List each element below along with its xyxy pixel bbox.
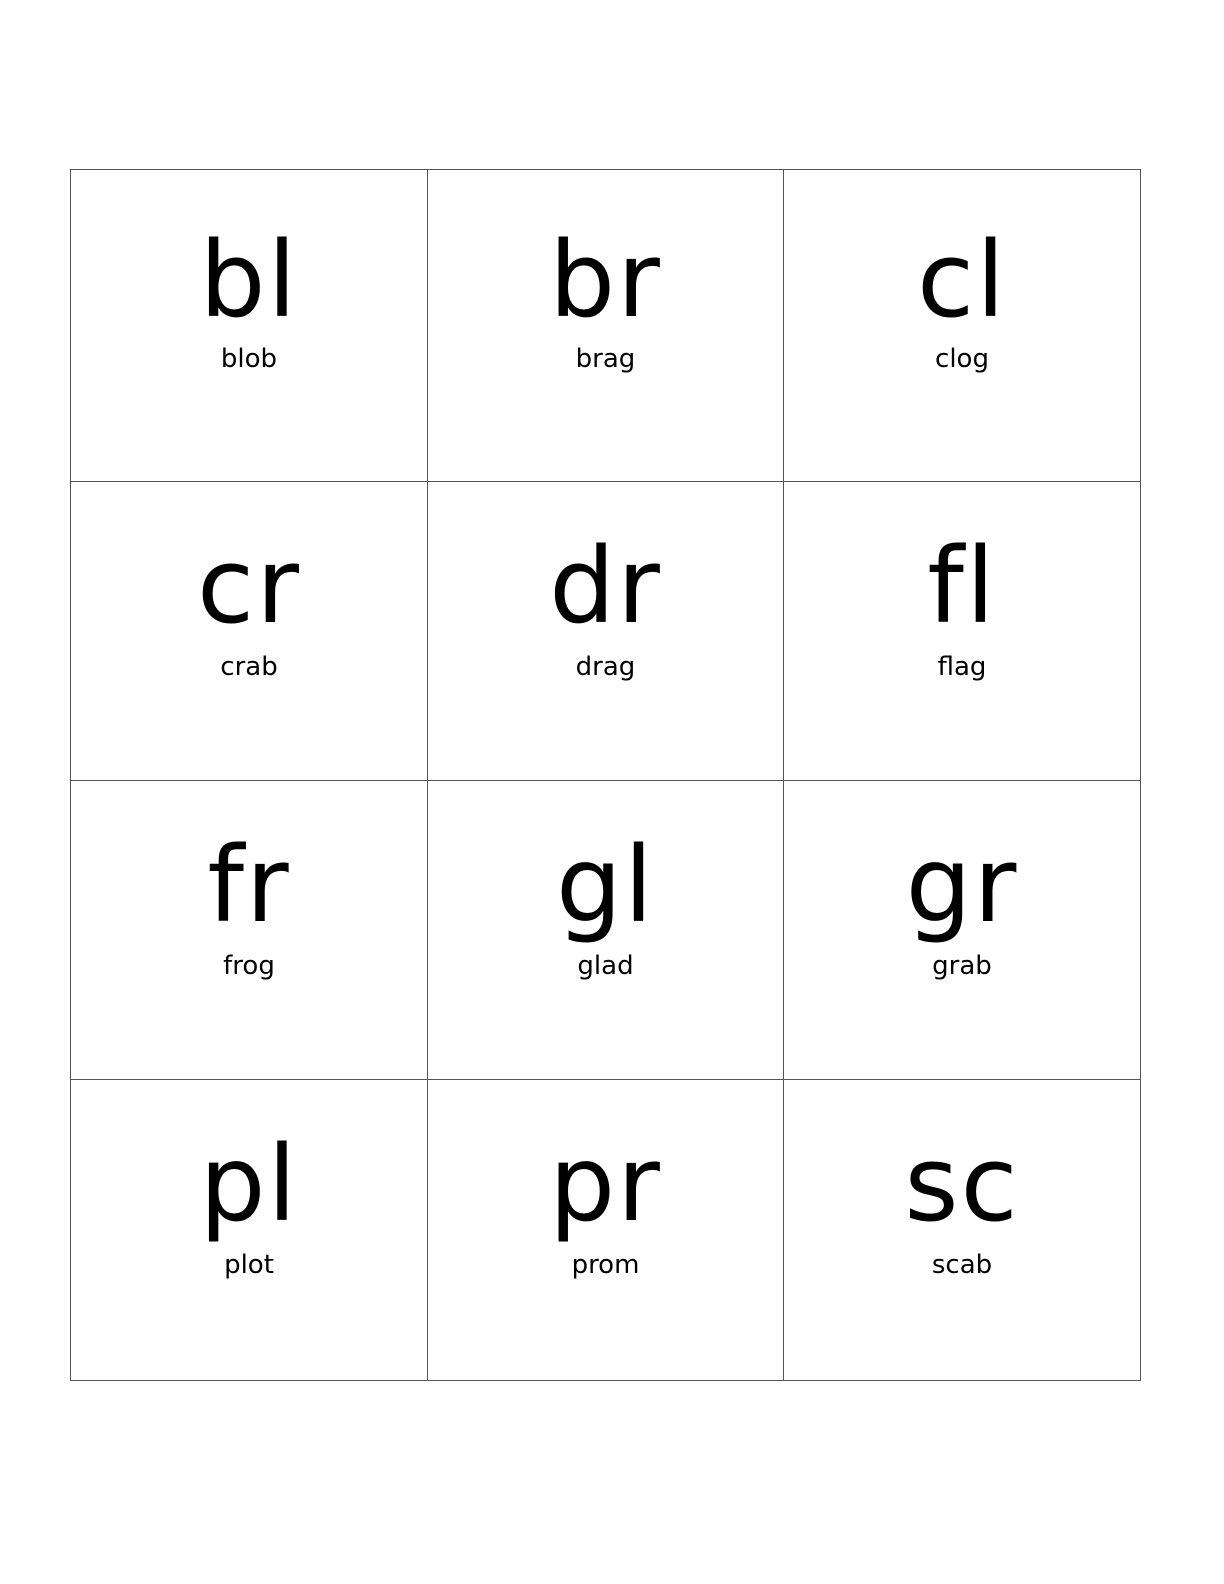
example-word: grab (932, 951, 992, 981)
blend-letters: fr (207, 824, 291, 946)
card-fl (784, 482, 1140, 781)
blend-letters: bl (199, 219, 299, 341)
example-word: clog (935, 344, 989, 374)
card-fr (71, 781, 428, 1080)
example-word: blob (220, 344, 278, 374)
blend-letters: gr (905, 824, 1019, 946)
blend-letters: dr (549, 525, 662, 647)
card-bl (71, 170, 428, 482)
example-word: prom (571, 1250, 640, 1280)
card-cr (71, 482, 428, 781)
example-word: flag (937, 652, 987, 682)
blend-letters: br (549, 219, 662, 341)
card-dr (428, 482, 784, 781)
example-word: frog (223, 951, 275, 981)
card-pr (428, 1080, 784, 1380)
flashcard-grid (70, 169, 1141, 1381)
example-word: plot (224, 1250, 274, 1280)
blend-letters: fl (927, 525, 997, 647)
card-br (428, 170, 784, 482)
example-word: drag (575, 652, 636, 682)
blend-letters: sc (904, 1123, 1020, 1245)
blend-letters: cl (916, 219, 1008, 341)
example-word: crab (220, 652, 278, 682)
example-word: scab (931, 1250, 993, 1280)
card-gl (428, 781, 784, 1080)
card-pl (71, 1080, 428, 1380)
card-cl (784, 170, 1140, 482)
blend-letters: cr (197, 525, 301, 647)
example-word: brag (575, 344, 636, 374)
example-word: glad (577, 951, 634, 981)
blend-letters: pl (199, 1123, 299, 1245)
card-gr (784, 781, 1140, 1080)
blend-letters: pr (549, 1123, 662, 1245)
blend-letters: gl (556, 824, 655, 946)
card-sc (784, 1080, 1140, 1380)
